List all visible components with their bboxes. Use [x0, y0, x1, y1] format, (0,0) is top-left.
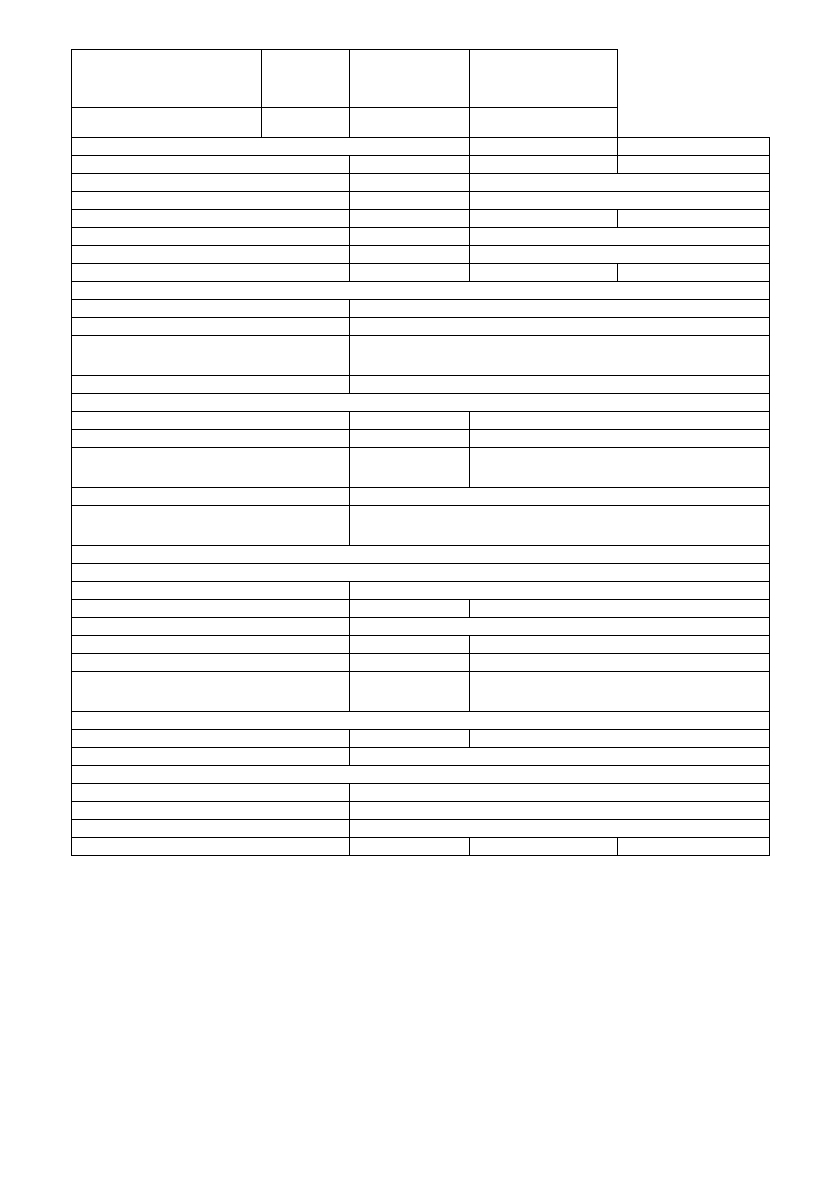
table-cell [262, 50, 350, 108]
specification-table [71, 49, 770, 856]
table-cell [72, 376, 350, 394]
table-cell [350, 108, 470, 138]
table-cell [72, 654, 350, 672]
table-row [72, 336, 770, 376]
table-cell [72, 748, 350, 766]
table-cell [350, 300, 770, 318]
table-cell [72, 174, 350, 192]
table-cell [262, 108, 350, 138]
table-row [72, 108, 770, 138]
table-row [72, 654, 770, 672]
table-row [72, 564, 770, 582]
table-cell [350, 430, 470, 448]
table-row [72, 228, 770, 246]
table-cell [470, 672, 770, 712]
table-cell [72, 820, 350, 838]
table-cell [350, 802, 770, 820]
table-row [72, 712, 770, 730]
table-cell [350, 730, 470, 748]
table-cell [72, 506, 350, 546]
table-cell [350, 192, 470, 210]
table-cell [618, 264, 770, 282]
table-row [72, 282, 770, 300]
table-cell [470, 138, 618, 156]
table-cell [72, 730, 350, 748]
table-row [72, 394, 770, 412]
table-cell [350, 488, 770, 506]
table-row [72, 618, 770, 636]
table-cell [72, 138, 470, 156]
table-row [72, 300, 770, 318]
table-row [72, 264, 770, 282]
table-cell [350, 50, 470, 108]
table-cell [350, 228, 470, 246]
table-row [72, 506, 770, 546]
table-row [72, 488, 770, 506]
table-cell [470, 430, 770, 448]
table-row [72, 636, 770, 654]
table-row [72, 766, 770, 784]
table-cell [72, 394, 770, 412]
table-cell [350, 784, 770, 802]
table-cell [618, 156, 770, 174]
table-cell [618, 138, 770, 156]
table-cell [350, 820, 770, 838]
table-row [72, 50, 770, 108]
table-row [72, 318, 770, 336]
table-cell [350, 174, 470, 192]
table-row [72, 192, 770, 210]
table-cell [350, 210, 470, 228]
table-cell [72, 246, 350, 264]
table-cell [72, 766, 770, 784]
specification-table-body [72, 50, 770, 856]
table-row [72, 210, 770, 228]
table-cell [350, 318, 770, 336]
table-cell [72, 672, 350, 712]
table-cell [72, 412, 350, 430]
table-cell [72, 282, 770, 300]
table-cell [72, 636, 350, 654]
table-cell [470, 412, 770, 430]
table-row [72, 174, 770, 192]
table-cell [350, 748, 770, 766]
table-cell [350, 672, 470, 712]
table-cell [72, 264, 350, 282]
table-cell [470, 448, 770, 488]
table-cell [72, 838, 350, 856]
table-cell [470, 636, 770, 654]
table-cell [72, 228, 350, 246]
table-row [72, 412, 770, 430]
table-cell [470, 730, 770, 748]
table-row [72, 784, 770, 802]
table-cell [72, 618, 350, 636]
table-row [72, 376, 770, 394]
table-cell [350, 838, 470, 856]
table-cell [470, 174, 770, 192]
table-cell [72, 802, 350, 820]
table-cell [470, 156, 618, 174]
table-cell [72, 192, 350, 210]
table-cell [350, 264, 470, 282]
table-cell [72, 210, 350, 228]
table-row [72, 448, 770, 488]
table-cell [72, 336, 350, 376]
table-row [72, 730, 770, 748]
table-cell [470, 192, 770, 210]
table-cell [350, 246, 470, 264]
table-cell [350, 336, 770, 376]
table-cell [72, 108, 262, 138]
table-cell [72, 448, 350, 488]
table-row [72, 600, 770, 618]
table-cell [350, 636, 470, 654]
table-cell [72, 712, 770, 730]
table-cell [470, 264, 618, 282]
table-cell [350, 412, 470, 430]
table-cell [72, 300, 350, 318]
table-cell [470, 50, 618, 108]
table-row [72, 820, 770, 838]
table-row [72, 672, 770, 712]
table-cell [350, 448, 470, 488]
table-row [72, 156, 770, 174]
table-row [72, 802, 770, 820]
table-row [72, 748, 770, 766]
table-cell [470, 228, 770, 246]
table-cell [72, 600, 350, 618]
table-row [72, 138, 770, 156]
table-cell [350, 506, 770, 546]
table-row [72, 546, 770, 564]
table-cell [350, 654, 470, 672]
table-cell [618, 838, 770, 856]
table-cell [72, 784, 350, 802]
table-row [72, 838, 770, 856]
table-cell [470, 654, 770, 672]
table-cell [470, 246, 770, 264]
table-cell [72, 430, 350, 448]
table-cell [470, 210, 618, 228]
table-cell [350, 618, 770, 636]
table-cell [72, 546, 770, 564]
table-cell [72, 156, 350, 174]
table-cell [470, 838, 618, 856]
table-cell [72, 582, 350, 600]
table-cell [470, 108, 618, 138]
table-cell [72, 564, 770, 582]
table-row [72, 246, 770, 264]
table-cell [72, 50, 262, 108]
table-cell [470, 600, 770, 618]
table-cell [72, 318, 350, 336]
table-cell [72, 488, 350, 506]
table-row [72, 582, 770, 600]
table-row [72, 430, 770, 448]
table-cell [350, 376, 770, 394]
table-cell [350, 156, 470, 174]
specification-table-container [71, 49, 769, 856]
table-cell [350, 582, 770, 600]
table-cell [350, 600, 470, 618]
table-cell [618, 210, 770, 228]
